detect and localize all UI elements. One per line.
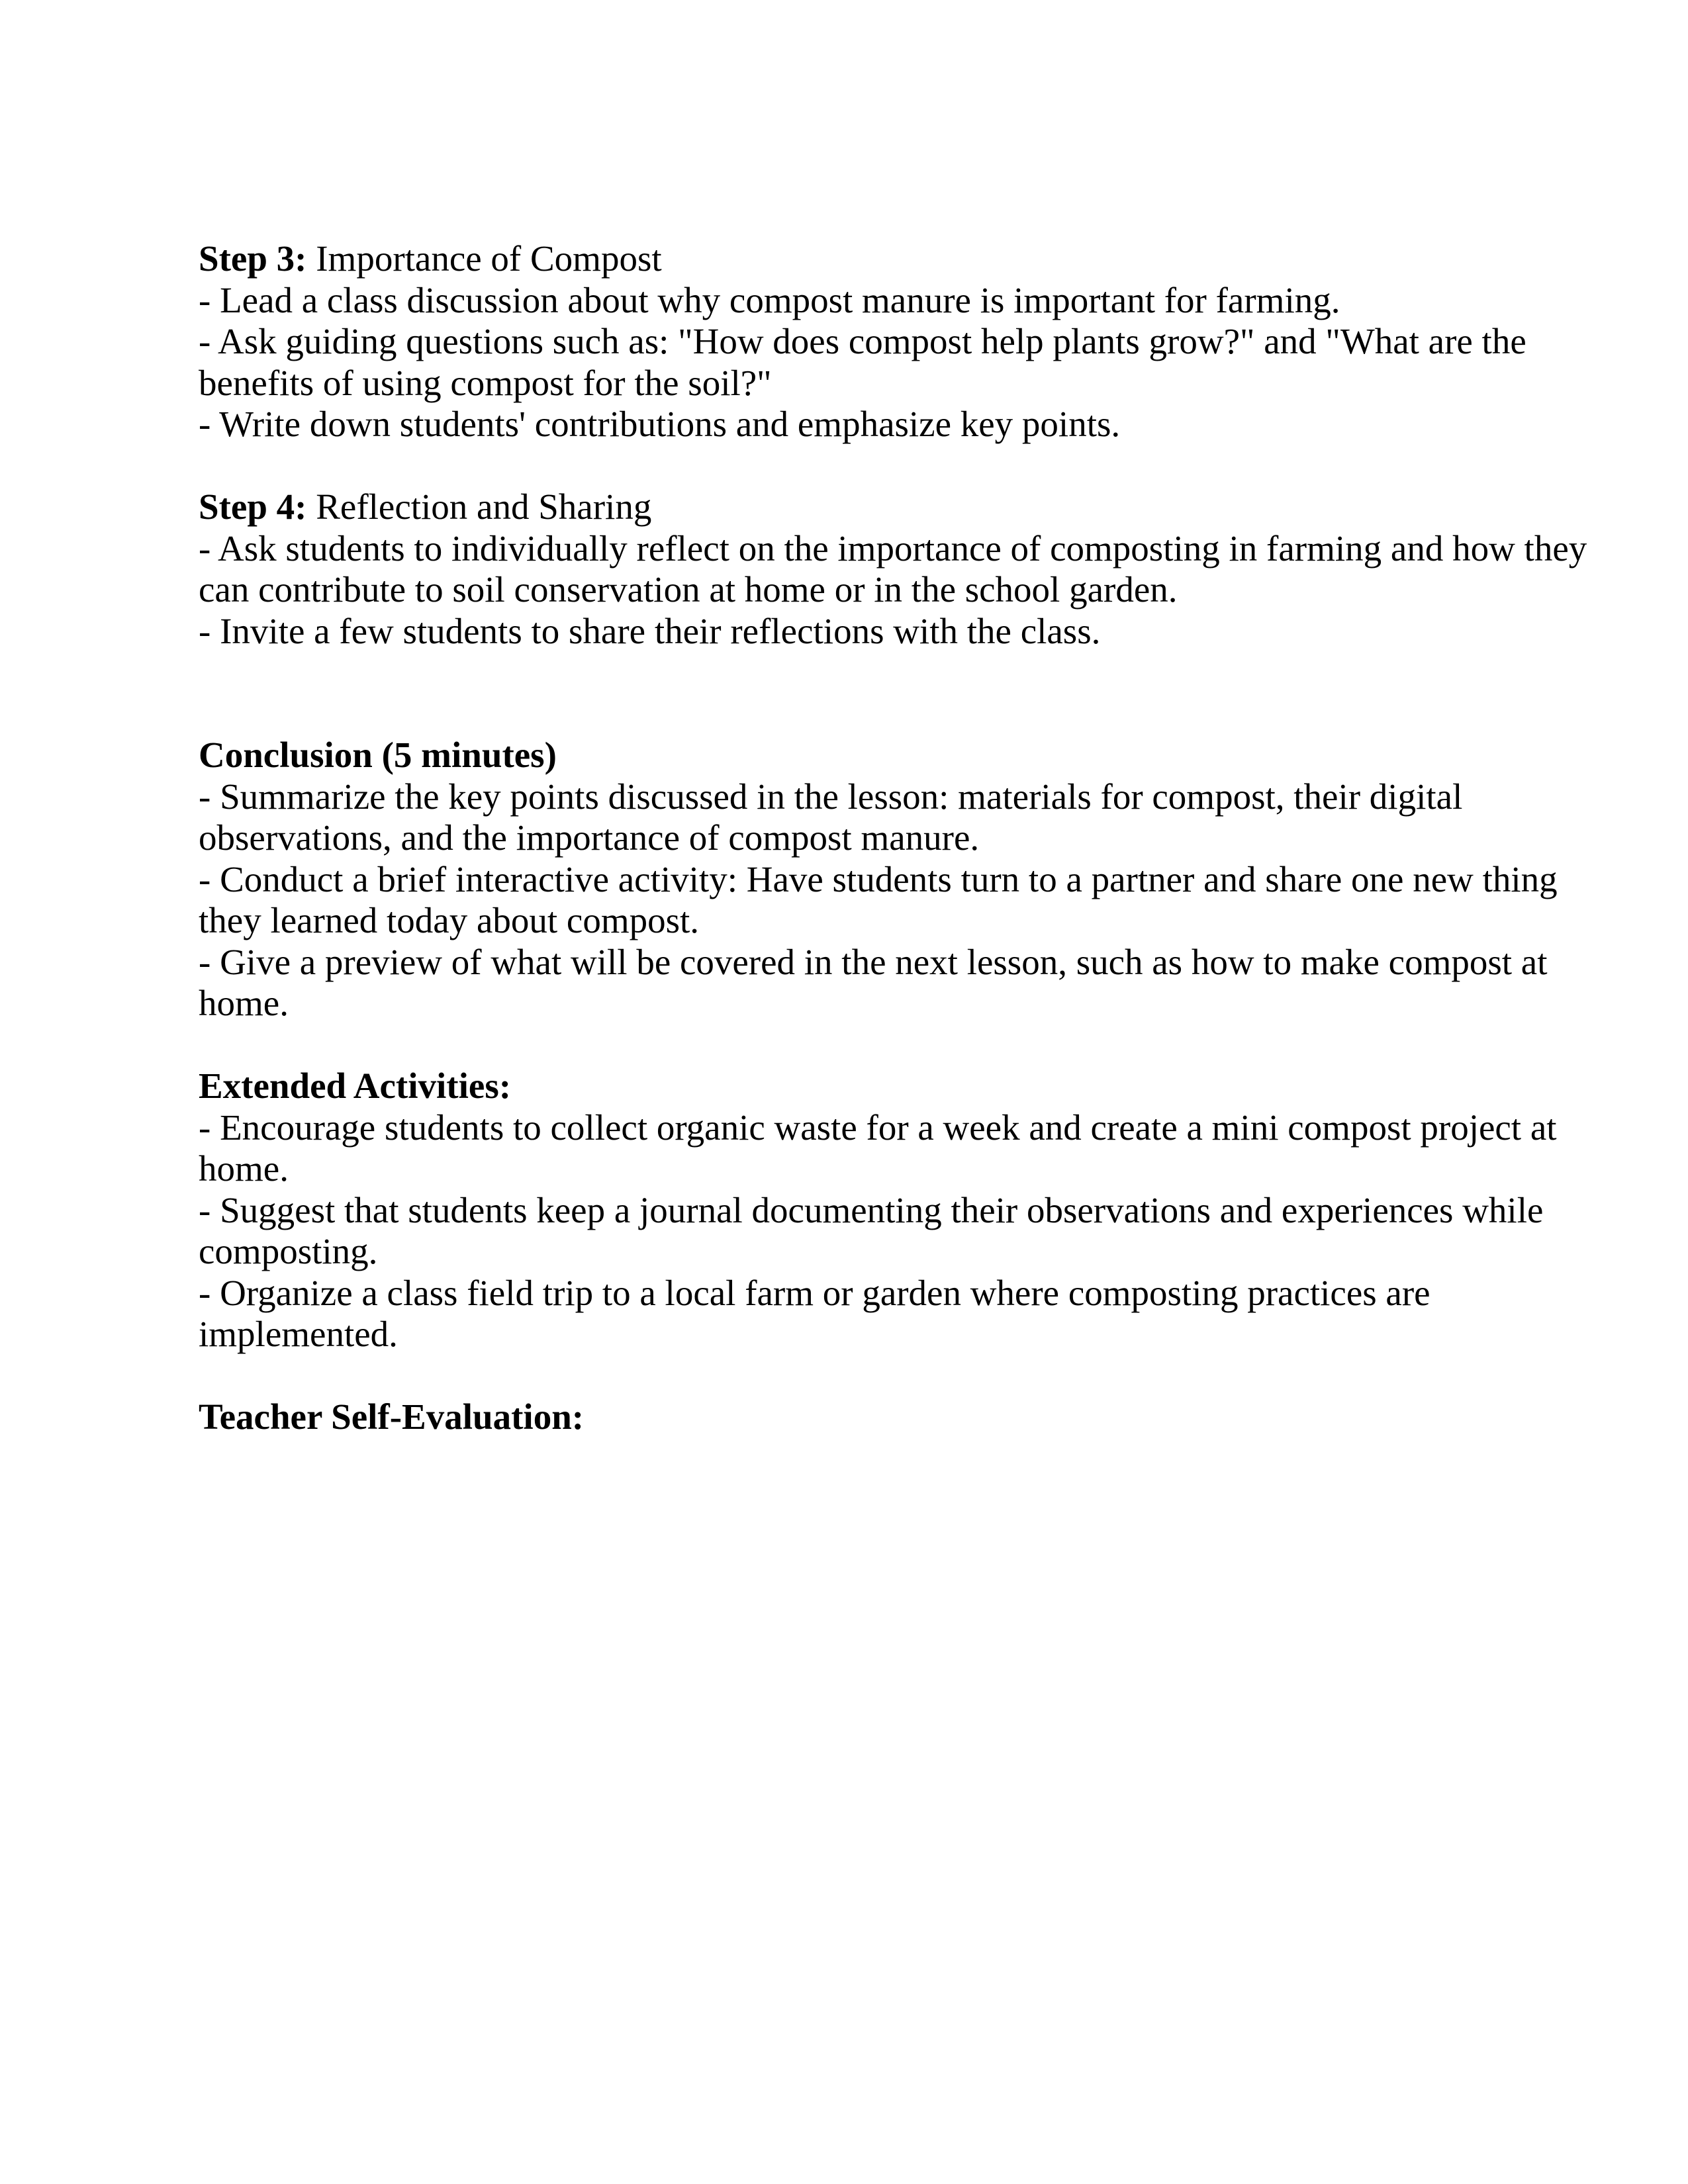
text-segment: home. bbox=[199, 1148, 289, 1189]
text-line bbox=[199, 611, 1523, 653]
text-line bbox=[199, 1107, 1557, 1149]
text-segment: composting. bbox=[199, 1231, 378, 1271]
text-line bbox=[199, 776, 1523, 818]
text-segment: Reflection and Sharing bbox=[306, 486, 652, 527]
bold-text-segment: Extended Activities: bbox=[199, 1066, 512, 1106]
text-line bbox=[199, 1066, 1523, 1107]
text-line bbox=[199, 1273, 1523, 1314]
text-segment: can contribute to soil conservation at home or in the school garden. bbox=[199, 569, 1178, 610]
text-line bbox=[199, 1231, 1523, 1273]
text-line bbox=[199, 1396, 1523, 1438]
text-segment: - Ask students to individually reflect on the importance of composting in farming and how they bbox=[199, 527, 1587, 569]
text-segment: - Conduct a brief interactive activity: Have students turn to a partner and share one new thing bbox=[199, 858, 1558, 899]
text-line bbox=[199, 280, 1523, 322]
bold-text-segment: Teacher Self-Evaluation: bbox=[199, 1396, 585, 1437]
text-line bbox=[199, 1189, 1544, 1232]
text-line bbox=[199, 527, 1587, 570]
text-line bbox=[199, 238, 1523, 280]
text-line bbox=[199, 941, 1548, 983]
text-line bbox=[199, 858, 1558, 901]
text-line bbox=[199, 321, 1526, 363]
text-segment: - Summarize the key points discussed in the lesson: materials for compost, their digital bbox=[199, 776, 1463, 817]
text-line bbox=[199, 404, 1523, 445]
blank-line bbox=[199, 652, 1523, 694]
text-segment: they learned today about compost. bbox=[199, 900, 700, 940]
blank-line bbox=[199, 694, 1523, 735]
text-segment: implemented. bbox=[199, 1314, 398, 1354]
bold-text-segment: Step 4: bbox=[199, 486, 307, 527]
text-segment: - Write down students' contributions and emphasize key points. bbox=[199, 404, 1121, 444]
text-line bbox=[199, 1314, 1523, 1355]
blank-line bbox=[199, 1355, 1523, 1397]
document-content bbox=[199, 238, 1587, 1438]
text-segment: benefits of using compost for the soil?" bbox=[199, 362, 772, 403]
text-line bbox=[199, 817, 1523, 859]
text-segment: - Give a preview of what will be covered in the next lesson, such as how to make compost at bbox=[199, 941, 1548, 982]
text-segment: - Suggest that students keep a journal documenting their observations and experiences while bbox=[199, 1189, 1544, 1230]
text-line bbox=[199, 363, 1523, 404]
bold-text-segment: Step 3: bbox=[199, 238, 307, 279]
text-segment: - Encourage students to collect organic waste for a week and create a mini compost project at bbox=[199, 1107, 1557, 1148]
blank-line bbox=[199, 445, 1523, 487]
text-segment: - Ask guiding questions such as: "How does compost help plants grow?" and "What are the bbox=[199, 321, 1526, 361]
text-segment: - Organize a class field trip to a local farm or garden where composting practices are bbox=[199, 1272, 1430, 1313]
text-line bbox=[199, 735, 1523, 776]
text-line bbox=[199, 900, 1523, 942]
blank-line bbox=[199, 1024, 1523, 1066]
text-line bbox=[199, 486, 1523, 528]
text-line bbox=[199, 569, 1523, 611]
text-line bbox=[199, 1148, 1523, 1190]
text-segment: - Invite a few students to share their reflections with the class. bbox=[199, 610, 1101, 651]
text-segment: Importance of Compost bbox=[306, 238, 662, 279]
text-segment: observations, and the importance of compost manure. bbox=[199, 817, 980, 858]
text-line bbox=[199, 983, 1523, 1024]
bold-text-segment: Conclusion (5 minutes) bbox=[199, 735, 557, 775]
text-segment: home. bbox=[199, 983, 289, 1023]
text-segment: - Lead a class discussion about why compost manure is important for farming. bbox=[199, 279, 1340, 320]
